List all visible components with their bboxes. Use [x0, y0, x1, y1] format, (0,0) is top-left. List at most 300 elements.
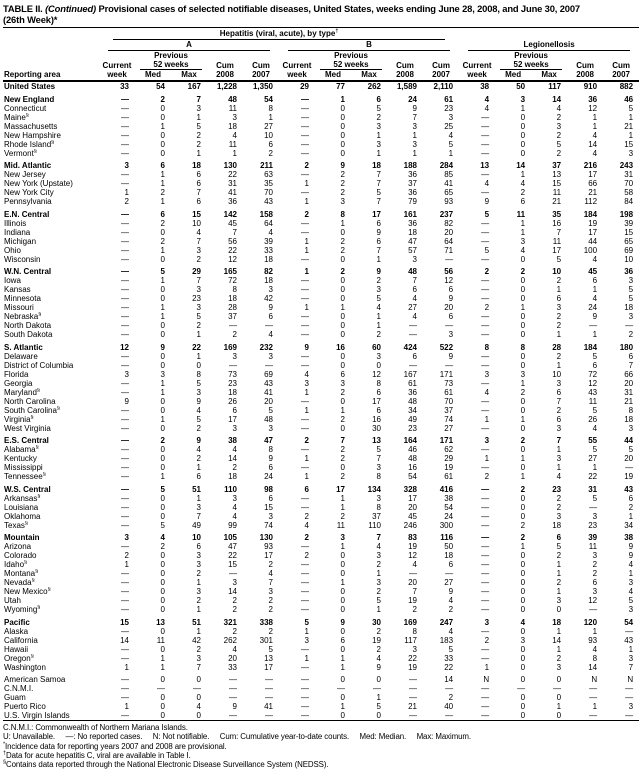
data-cell: 2 — [196, 321, 201, 330]
data-cell: 73 — [444, 378, 454, 388]
data-cell: 7 — [556, 436, 562, 445]
data-cell: 31 — [624, 170, 634, 179]
data-cell: 1 — [340, 542, 345, 551]
data-cell: 3 — [556, 662, 562, 672]
data-cell: — — [121, 675, 129, 684]
data-cell: — — [279, 711, 315, 721]
data-cell: 0 — [340, 103, 345, 113]
data-cell: 69 — [624, 245, 634, 255]
data-cell: — — [373, 684, 381, 693]
data-cell: — — [301, 684, 309, 693]
data-cell: 4 — [196, 702, 201, 711]
data-cell: 2 — [268, 560, 273, 569]
data-cell: — — [121, 463, 129, 472]
data-cell: 13 — [552, 170, 562, 179]
data-cell: 3 — [196, 587, 201, 596]
data-cell: — — [243, 711, 279, 721]
data-cell: 1 — [160, 653, 165, 663]
data-cell: — — [481, 626, 490, 636]
data-cell: 0 — [340, 321, 345, 330]
data-cell: 0 — [340, 463, 345, 472]
data-cell: 77 — [336, 82, 345, 91]
data-cell: — — [121, 587, 129, 596]
table-row — [3, 596, 639, 605]
data-cell: 3 — [196, 653, 201, 663]
data-cell: 0 — [340, 148, 345, 158]
table-row — [3, 627, 639, 636]
data-cell: 8 — [196, 369, 201, 379]
data-cell: 7 — [196, 236, 201, 246]
data-cell: 70 — [264, 188, 273, 197]
data-cell: 6 — [196, 179, 201, 188]
data-cell: 5 — [448, 644, 454, 654]
data-cell: 1 — [484, 454, 490, 463]
row-label: Maine§ — [4, 112, 29, 122]
data-cell: — — [121, 121, 129, 131]
data-cell: — — [481, 112, 490, 122]
data-cell: — — [121, 312, 129, 321]
leg-cum-2007-header: Cum 2007 — [603, 51, 639, 81]
a-cum-2008-header: Cum 2008 — [207, 51, 243, 81]
data-cell: 2 — [556, 351, 562, 361]
data-cell: 2 — [160, 188, 165, 197]
data-cell: 42 — [192, 635, 201, 645]
data-cell: 12 — [444, 276, 454, 285]
data-cell: 54 — [156, 82, 165, 91]
data-cell: — — [625, 693, 634, 702]
data-cell: 3 — [628, 423, 634, 433]
data-cell: 3 — [412, 644, 417, 654]
data-cell: 19 — [444, 463, 454, 472]
data-cell: 1 — [556, 644, 562, 654]
data-cell: 39 — [624, 218, 634, 228]
data-cell: 416 — [439, 484, 454, 494]
data-cell: 0 — [376, 360, 381, 370]
data-cell: 0 — [520, 560, 526, 569]
data-cell: 0 — [520, 112, 526, 122]
row-label: New Mexico§ — [4, 587, 51, 596]
data-cell: 1 — [448, 148, 454, 158]
data-cell: 5 — [484, 209, 490, 219]
data-cell: 2 — [196, 596, 201, 605]
data-cell: 36 — [624, 267, 634, 276]
data-cell: 54 — [624, 617, 634, 627]
data-cell: 1 — [592, 626, 598, 636]
footnote-dagger-text: Data for acute hepatitis C, viral are available in Table I. — [5, 750, 191, 760]
data-cell: 5 — [376, 702, 381, 711]
data-cell: — — [99, 711, 135, 721]
data-cell: 7 — [376, 245, 381, 255]
data-cell: 0 — [160, 560, 165, 569]
table-row — [3, 397, 639, 406]
data-cell: — — [301, 148, 309, 158]
data-cell: 2 — [304, 551, 309, 560]
group-a-label: A — [108, 40, 270, 51]
data-cell: 14 — [552, 635, 562, 645]
data-cell: 247 — [439, 617, 454, 627]
data-cell: 2 — [340, 236, 345, 246]
data-cell: 1 — [124, 560, 129, 569]
row-label: Maryland§ — [4, 387, 40, 397]
data-cell: 3 — [556, 303, 562, 312]
row-label: Tennessee§ — [4, 472, 46, 481]
table-row — [3, 330, 639, 339]
data-cell: 0 — [160, 587, 165, 596]
data-cell: 1 — [412, 130, 417, 140]
data-cell: 1 — [556, 463, 562, 472]
data-cell: 7 — [376, 533, 381, 542]
data-cell: 20 — [408, 578, 417, 587]
data-cell: 57 — [408, 245, 417, 255]
data-cell: N — [627, 675, 634, 684]
data-cell: 2 — [520, 267, 526, 276]
data-cell: 63 — [264, 170, 273, 179]
data-cell: 99 — [228, 520, 237, 530]
data-cell: 18 — [624, 414, 634, 424]
data-cell: 0 — [340, 121, 345, 131]
data-cell: 2 — [376, 560, 381, 569]
data-cell: 2 — [196, 644, 201, 654]
table-row — [3, 113, 639, 122]
data-cell: 1 — [376, 148, 381, 158]
data-cell: 6 — [196, 197, 201, 206]
data-cell: 2 — [520, 436, 526, 445]
data-cell: 1 — [556, 587, 562, 596]
data-cell: 0 — [160, 502, 165, 512]
data-cell: 262 — [367, 82, 381, 91]
data-cell: 110 — [368, 520, 381, 530]
data-cell: 11 — [228, 139, 237, 149]
data-cell: 5 — [160, 484, 165, 494]
data-cell: 9 — [592, 312, 598, 321]
data-cell: 6 — [448, 285, 454, 294]
data-cell: 73 — [228, 369, 237, 379]
data-cell: 6 — [196, 542, 201, 551]
a-max-header: Max — [171, 70, 207, 81]
data-cell: 15 — [120, 617, 129, 627]
data-cell: — — [445, 569, 454, 578]
data-cell: 61 — [444, 472, 454, 481]
data-cell: 15 — [624, 227, 634, 237]
data-cell: — — [121, 321, 129, 330]
data-cell: — — [301, 294, 309, 303]
a-med-header: Med — [135, 70, 171, 81]
data-cell: 6 — [340, 369, 345, 379]
data-cell: 9 — [628, 542, 634, 551]
data-cell: 2 — [520, 484, 526, 494]
table-row — [3, 503, 639, 512]
table-row — [3, 494, 639, 503]
data-cell: 4 — [196, 405, 201, 415]
data-cell: 0 — [340, 312, 345, 321]
b-max-header: Max — [351, 70, 387, 81]
data-cell: 2 — [484, 303, 490, 312]
data-cell: 47 — [264, 436, 273, 445]
data-cell: 0 — [160, 423, 165, 433]
data-cell: 71 — [444, 245, 454, 255]
data-cell: 18 — [228, 387, 237, 397]
data-cell: 6 — [376, 387, 381, 397]
hepatitis-group-header — [99, 28, 459, 41]
data-cell: 49 — [192, 520, 201, 530]
data-cell: 37 — [372, 511, 381, 521]
data-cell: 5 — [592, 405, 598, 415]
data-cell: — — [481, 360, 490, 370]
data-cell: — — [121, 454, 129, 463]
data-cell: 6 — [232, 405, 237, 415]
data-cell: 161 — [403, 209, 417, 219]
data-cell: 0 — [196, 675, 201, 684]
table-row — [3, 578, 639, 587]
title-line-2: (26th Week)* — [3, 14, 58, 25]
data-cell: 3 — [268, 423, 273, 433]
data-cell: 72 — [228, 276, 237, 285]
data-cell: 28 — [552, 342, 562, 352]
table-row — [3, 140, 639, 149]
data-cell: 2 — [376, 330, 381, 339]
data-cell: 4 — [232, 130, 237, 140]
data-cell: 1 — [304, 197, 309, 206]
data-cell: 1 — [232, 148, 237, 158]
data-cell: 54 — [264, 94, 273, 104]
data-cell: 7 — [628, 360, 634, 370]
data-cell: 1 — [628, 511, 634, 521]
data-cell: 47 — [228, 542, 237, 551]
data-cell: — — [625, 626, 634, 636]
data-cell: 5 — [376, 188, 381, 197]
data-cell: 11 — [588, 542, 598, 551]
data-cell: 2 — [556, 321, 562, 330]
data-cell: — — [481, 405, 490, 415]
data-cell: 1 — [304, 179, 309, 188]
data-cell: 1 — [340, 653, 345, 663]
table-header — [3, 28, 639, 82]
data-cell: 22 — [228, 551, 237, 560]
data-cell: 0 — [340, 112, 345, 122]
data-cell: 60 — [372, 342, 381, 352]
data-cell: 7 — [196, 188, 201, 197]
data-cell: 30 — [372, 423, 381, 433]
footnote-asterisk-text: Incidence data for reporting years 2007 and 2008 are provisional. — [5, 741, 227, 751]
data-cell: 0 — [340, 130, 345, 140]
data-cell: 183 — [439, 635, 454, 645]
data-cell: 43 — [264, 378, 273, 388]
data-cell: 49 — [408, 414, 417, 424]
row-label: South Carolina§ — [4, 405, 60, 415]
b-previous-52-weeks-header — [315, 51, 387, 70]
data-cell: 1 — [520, 227, 526, 237]
row-footnote-marker: § — [56, 405, 60, 411]
data-cell: 4 — [196, 445, 201, 454]
group-a-header — [99, 40, 279, 51]
data-cell: 0 — [520, 653, 526, 663]
data-cell: — — [481, 605, 490, 614]
data-cell: 37 — [552, 161, 562, 170]
table-title — [3, 3, 639, 25]
data-cell: — — [121, 267, 129, 276]
data-cell: 3 — [268, 351, 273, 361]
data-cell: — — [409, 693, 417, 702]
data-cell: 2 — [556, 653, 562, 663]
table-row — [3, 170, 639, 179]
row-label: Nebraska§ — [4, 312, 42, 321]
data-cell: 2 — [520, 387, 526, 397]
data-cell: 0 — [340, 330, 345, 339]
data-cell: 7 — [196, 94, 201, 104]
data-cell: 0 — [196, 693, 201, 702]
data-cell: 882 — [619, 82, 634, 91]
data-cell: 1 — [376, 312, 381, 321]
table-row — [3, 104, 639, 113]
data-cell: 1 — [160, 276, 165, 285]
data-cell: 36 — [408, 188, 417, 197]
data-cell: 5 — [196, 121, 201, 131]
data-cell: 9 — [448, 351, 454, 361]
reporting-area-header: Reporting area — [3, 28, 99, 82]
data-cell: — — [121, 303, 129, 312]
data-cell: 0 — [520, 130, 526, 140]
data-cell: 158 — [259, 209, 273, 219]
table-row — [3, 454, 639, 463]
data-cell: 8 — [412, 626, 417, 636]
data-cell: 19 — [408, 662, 417, 672]
row-label: Illinois — [4, 218, 27, 228]
data-cell: 5 — [196, 378, 201, 388]
data-cell: 9 — [412, 103, 417, 113]
data-cell: 2 — [520, 533, 526, 542]
row-label: Iowa — [4, 276, 21, 285]
b-current-week-header: Current week — [279, 51, 315, 81]
data-cell: 3 — [520, 94, 526, 104]
data-cell: 24 — [444, 511, 454, 521]
data-cell: 41 — [444, 179, 454, 188]
data-cell: 10 — [624, 254, 634, 264]
data-cell: 522 — [439, 342, 454, 352]
data-cell: — — [481, 560, 490, 569]
data-cell: 4 — [592, 254, 598, 264]
a-previous-52-weeks-header — [135, 51, 207, 70]
data-cell: 169 — [403, 617, 417, 627]
data-cell: 1 — [124, 188, 129, 197]
data-cell: 2 — [448, 693, 454, 702]
data-cell: 3 — [196, 502, 201, 512]
row-label: Washington — [4, 662, 46, 672]
table-row — [3, 560, 639, 569]
data-cell: 1 — [160, 414, 165, 424]
data-cell: 21 — [408, 702, 417, 711]
data-cell: 3 — [556, 454, 562, 463]
data-cell: 30 — [372, 617, 381, 627]
data-cell: — — [481, 542, 490, 551]
data-cell: 0 — [340, 227, 345, 237]
data-cell: 21 — [552, 197, 562, 206]
data-cell: 4 — [232, 644, 237, 654]
data-cell: 2 — [196, 254, 201, 264]
data-cell: 3 — [376, 578, 381, 587]
row-label: New York City — [4, 188, 54, 197]
data-cell: 3 — [376, 121, 381, 131]
table-row — [3, 149, 639, 158]
data-cell: 1 — [376, 130, 381, 140]
data-cell: 26 — [228, 396, 237, 406]
row-label: E.N. Central — [4, 209, 50, 219]
data-cell: — — [301, 139, 309, 149]
data-cell: 3 — [556, 378, 562, 388]
data-cell: — — [301, 351, 309, 361]
data-cell: 62 — [444, 445, 454, 454]
data-cell: — — [121, 170, 129, 179]
data-cell: 246 — [403, 520, 417, 530]
data-cell: 0 — [520, 693, 526, 702]
data-cell: 3 — [628, 312, 634, 321]
data-cell: — — [589, 605, 598, 614]
a-cum-2007-header: Cum 2007 — [243, 51, 279, 81]
region-row — [3, 533, 639, 542]
row-footnote-marker: § — [47, 587, 51, 593]
data-cell: — — [517, 684, 526, 693]
data-cell: 2 — [556, 112, 562, 122]
data-cell: — — [481, 396, 490, 406]
data-cell: 1 — [340, 303, 345, 312]
data-cell: 9 — [376, 662, 381, 672]
table-row — [3, 312, 639, 321]
previous-label: Previous — [334, 51, 368, 60]
data-cell: 3 — [196, 285, 201, 294]
data-cell: 2 — [556, 578, 562, 587]
data-cell: 2 — [484, 472, 490, 481]
data-cell: 1 — [376, 569, 381, 578]
data-cell: — — [481, 463, 490, 472]
data-cell: — — [301, 121, 309, 131]
data-cell: 7 — [412, 587, 417, 596]
data-cell: 4 — [520, 245, 526, 255]
data-cell: 1 — [556, 702, 562, 711]
data-cell: 12 — [120, 342, 129, 352]
data-cell: 2 — [340, 387, 345, 397]
data-cell: 23 — [192, 294, 201, 303]
data-cell: — — [481, 285, 490, 294]
data-cell: 0 — [160, 551, 165, 560]
row-label: California — [4, 635, 38, 645]
data-cell: 17 — [588, 227, 598, 237]
data-cell: — — [301, 605, 309, 614]
data-cell: 1 — [556, 285, 562, 294]
data-cell: 4 — [592, 294, 598, 303]
table-body — [3, 81, 639, 721]
data-cell: 0 — [340, 276, 345, 285]
data-cell: 0 — [340, 285, 345, 294]
data-cell: 100 — [583, 245, 598, 255]
data-cell: 2 — [376, 112, 381, 122]
data-cell: 4 — [232, 511, 237, 521]
data-cell: 5 — [484, 245, 490, 255]
data-cell: 1,350 — [252, 82, 273, 91]
data-cell: 6 — [556, 294, 562, 303]
data-cell: 4 — [304, 520, 309, 530]
data-cell: — — [409, 360, 417, 370]
data-cell: 1 — [376, 693, 381, 702]
data-cell: — — [481, 644, 490, 654]
data-cell: 43 — [624, 484, 634, 494]
data-cell: 130 — [259, 533, 273, 542]
data-cell: 8 — [340, 209, 345, 219]
data-cell: 21 — [624, 121, 634, 131]
data-cell: 9 — [448, 587, 454, 596]
data-cell: 36 — [408, 218, 417, 228]
data-cell: — — [121, 644, 129, 654]
data-cell: 3 — [592, 587, 598, 596]
data-cell: 10 — [192, 218, 201, 228]
